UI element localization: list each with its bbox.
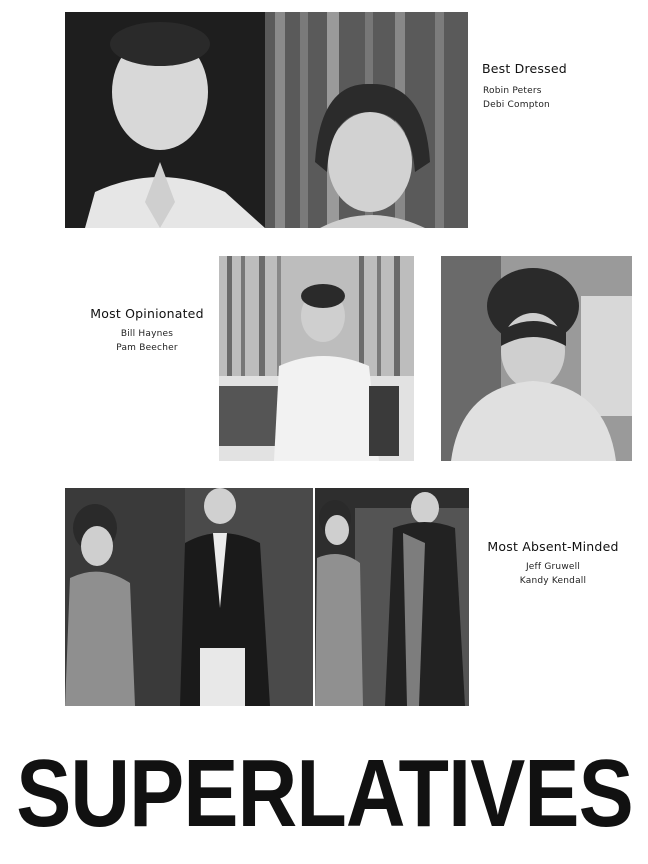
best-dressed-name-1: Robin Peters bbox=[483, 86, 542, 96]
most-absent-minded-caption bbox=[483, 539, 623, 588]
most-opinionated-photo-girl bbox=[441, 256, 632, 461]
best-dressed-title: Best Dressed bbox=[482, 61, 567, 76]
most-absent-minded-name-2: Kandy Kendall bbox=[519, 576, 587, 586]
most-opinionated-name-2: Pam Beecher bbox=[116, 343, 178, 353]
most-opinionated-title: Most Opinionated bbox=[90, 306, 204, 321]
most-opinionated-photo-boy bbox=[219, 256, 414, 461]
best-dressed-caption bbox=[482, 61, 567, 112]
most-absent-minded-title: Most Absent-Minded bbox=[487, 539, 619, 554]
best-dressed-photo bbox=[65, 12, 468, 228]
most-opinionated-caption bbox=[87, 306, 207, 355]
superlatives-banner bbox=[15, 740, 633, 847]
most-absent-minded-photo-right bbox=[315, 488, 469, 706]
most-absent-minded-photo-left bbox=[65, 488, 313, 706]
most-opinionated-name-1: Bill Haynes bbox=[120, 329, 174, 339]
best-dressed-name-2: Debi Compton bbox=[483, 100, 550, 110]
banner-title: SUPERLATIVES bbox=[15, 740, 633, 847]
most-absent-minded-name-1: Jeff Gruwell bbox=[525, 562, 581, 572]
